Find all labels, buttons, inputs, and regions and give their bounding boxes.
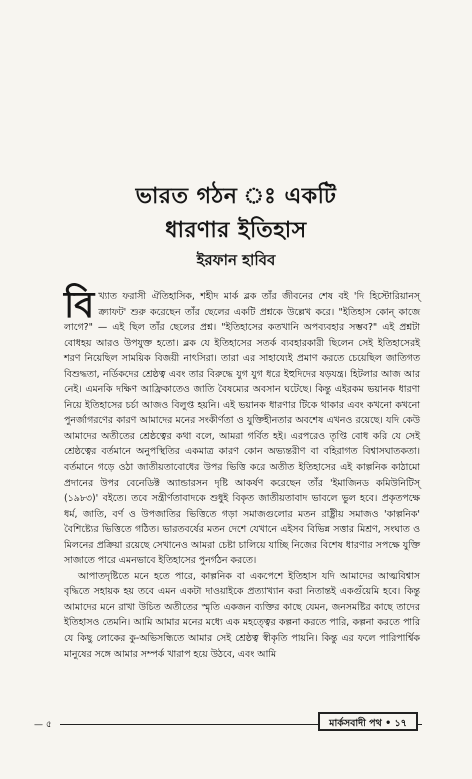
article-title <box>0 180 472 248</box>
title-line-2: ধারণার ইতিহাস <box>165 218 307 243</box>
paragraph-2: আপাতদৃষ্টিতে মনে হতে পারে, কাল্পনিক বা একপেশে ইতিহাস যদি আমাদের আত্মবিশ্বাস বৃদ্ধিতে সহায়ক হয় তবে এমন একটা দাওয়াইকে প্রত্যাখ্যান করা নিতান্তই একগুঁয়েমি হবে। কিন্তু আমাদের মনে রাখা উচিত অতীতের স্মৃতি একজন ব্যক্তির কাছে যেমন, জনসমষ্টির কাছে তাদের ইতিহাসও তেমনি। আমি আমার মনের মধ্যে এক মহত্ত্বের কল্পনা করতে পারি, কল্পনা করতে পারি যে কিছু লোকের কু-অভিসন্ধিতে আমার সেই শ্রেষ্ঠত্ব স্বীকৃতি পায়নি। কিন্তু এর ফলে পারিপার্শ্বিক মানুষের সঙ্গে আমার সম্পর্ক খারাপ হয়ে উঠবে, এবং আমি <box>64 570 420 660</box>
title-line-1: ভারত গঠন ঃ একটি <box>135 184 337 209</box>
article-body <box>64 284 420 662</box>
drop-cap: বি <box>64 284 95 326</box>
paragraph-1 <box>64 284 420 569</box>
author-name: ইরফান হাবিব <box>196 251 276 269</box>
footer-journal-box: মার্কসবাদী পথ • ১৭ <box>318 712 418 731</box>
footer-page-mark: — ৫ <box>34 720 52 730</box>
paragraph-1-text: খ্যাত ফরাসী ঐতিহাসিক, শহীদ মার্ক ব্লক তাঁর জীবনের শেষ বই 'দি হিস্টোরিয়ানস্ ক্র্যাফট' শুরু করেছেন তাঁর ছেলের একটি প্রশ্নকে উল্লেখ করে। "ইতিহাস কোন্ কাজে লাগে?" — এই ছিল তাঁর ছেলের প্রশ্ন। "ইতিহাসের কতখানি অপব্যবহার সম্ভব?" এই প্রশ্নটা বোধহয় আরও উপযুক্ত হতো। ব্লক যে ইতিহাসের সতর্ক ব্যবহারকারী ছিলেন সেই ইতিহাসেরই শরণ নিয়েছিল সাময়িক বিজয়ী নাৎসিরা। তারা এর সাহায্যেই প্রমাণ করতে চেয়েছিল জাতিগত বিশুদ্ধতা, নর্ডিকদের শ্রেষ্ঠত্ব এবং তার বিরুদ্ধে যুগ যুগ ধরে ইহুদিদের ষড়যন্ত্র। হিটলার আজ আর নেই। এমনকি দক্ষিণ আফ্রিকাতেও জাতি বৈষম্যের অবসান ঘটেছে। কিন্তু এইরকম ভয়ানক ধারণা নিয়ে ইতিহাসের চর্চা আজও বিলুপ্ত হয়নি। এই ভয়ানক ধারণার টিকে থাকার এবং কখনো কখনো পুনর্জাগরণের কারণ আমাদের মনের সংকীর্ণতা ও যুক্তিহীনতার অবশেষ এখনও রয়েছে। যদি কেউ আমাদের অতীতের শ্রেষ্ঠত্বের কথা বলে, আমরা গর্বিত হই। এরপরেও তৃপ্তি বোধ করি যে সেই শ্রেষ্ঠত্বের বর্তমানে অনুপস্থিতির একমাত্র কারণ কোন অভ্যন্তরীণ বা বহিরাগত বিশ্বাসঘাতকতা। বর্তমানে গড়ে ওঠা জাতীয়তাবোধের উপর ভিত্তি করে অতীত ইতিহাসের এই কাল্পনিক কাঠামো প্রদানের উপর বেনেডিক্ট অ্যান্ডারসন দৃষ্টি আকর্ষণ করেছেন তাঁর 'ইমাজিনড কমিউনিটিস্ (১৯৮৩)' বইতে। তবে সন্ত্রীর্ণতাবাদকে শুধুই বিকৃত জাতীয়তাবাদ ভাবলে ভুল হবে। প্রকৃতপক্ষে ধর্ম, জাতি, বর্ণ ও উপজাতির ভিত্তিতে গড়া সমাজগুলোর মতন রাষ্ট্রীয় সমাজও 'কাল্পনিক' বৈশিষ্ট্যের ভিত্তিতে গঠিত। ভারতবর্ষের মতন দেশে যেখানে এইসব বিভিন্ন সত্তার মিশ্রণ, সংঘাত ও মিলনের প্রক্রিয়া রয়েছে সেখানেও আমরা চেষ্টা চালিয়ে যাচ্ছি নিজের বিশেষ ধারণার সপক্ষে যুক্তি সাজাতে পারে এমনভাবে ইতিহাসের পুনর্গঠন করতে। <box>64 291 420 567</box>
